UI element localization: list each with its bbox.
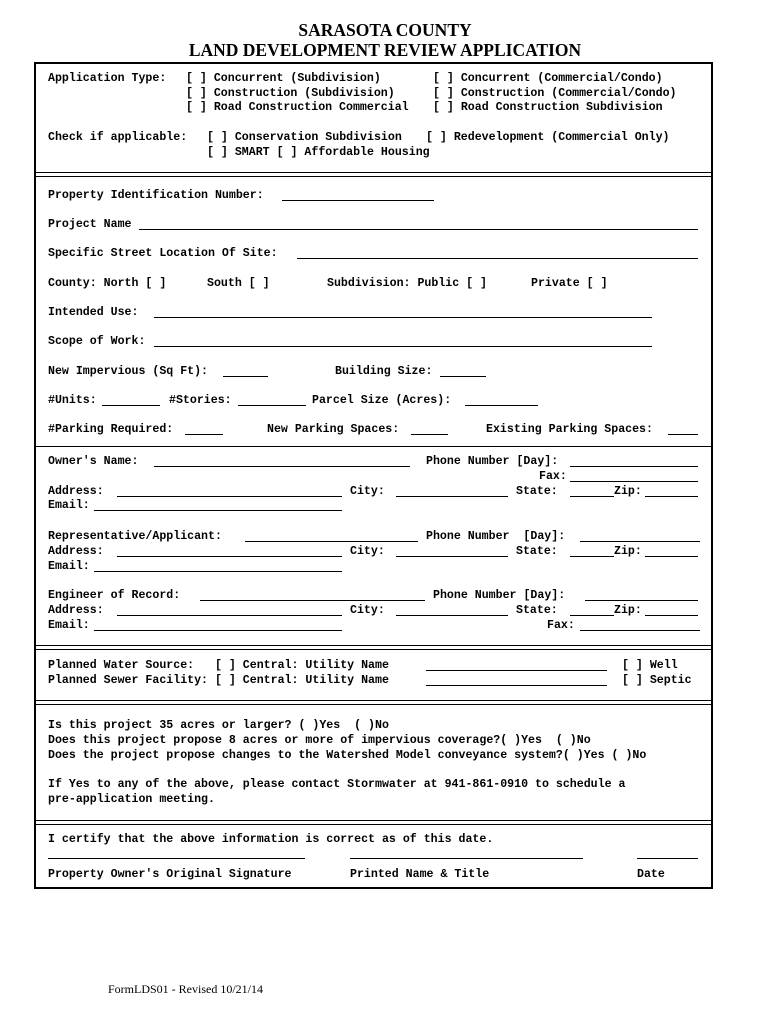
owner-state-field[interactable] (570, 496, 614, 497)
new-parking-field[interactable] (411, 434, 448, 435)
engineer-state-field[interactable] (570, 615, 614, 616)
stories-label: #Stories: (169, 394, 232, 407)
representative-state-field[interactable] (570, 556, 614, 557)
units-label: #Units: (48, 394, 97, 407)
engineer-email-label: Email: (48, 619, 90, 632)
printed-name-label: Printed Name & Title (350, 868, 490, 881)
question-impervious-coverage[interactable]: Does this project propose 8 acres or more of impervious coverage?( )Yes ( )No (48, 734, 591, 747)
engineer-zip-field[interactable] (645, 615, 698, 616)
scope-of-work-field[interactable] (154, 346, 652, 347)
signature-label: Property Owner's Original Signature (48, 868, 292, 881)
existing-parking-field[interactable] (668, 434, 698, 435)
engineer-email-field[interactable] (94, 630, 342, 631)
project-name-label: Project Name (48, 218, 132, 231)
checkbox-road-construction-commercial[interactable]: [ ] Road Construction Commercial (186, 101, 409, 114)
form-title-county: SARASOTA COUNTY (298, 20, 472, 40)
printed-name-field[interactable] (350, 858, 583, 859)
representative-field[interactable] (245, 541, 418, 542)
checkbox-conservation-subdivision[interactable]: [ ] Conservation Subdivision (207, 131, 402, 144)
checkbox-road-construction-subdivision[interactable]: [ ] Road Construction Subdivision (433, 101, 663, 114)
engineer-field[interactable] (200, 600, 425, 601)
representative-zip-field[interactable] (645, 556, 698, 557)
representative-address-field[interactable] (117, 556, 342, 557)
county-north-checkbox[interactable]: County: North [ ] (48, 277, 167, 290)
engineer-address-label: Address: (48, 604, 104, 617)
date-label: Date (637, 868, 665, 881)
owner-city-label: City: (350, 485, 385, 498)
application-type-label: Application Type: (48, 72, 167, 85)
parking-required-label: #Parking Required: (48, 423, 174, 436)
intended-use-label: Intended Use: (48, 306, 139, 319)
representative-zip-label: Zip: (614, 545, 642, 558)
engineer-state-label: State: (516, 604, 558, 617)
subdivision-public-checkbox[interactable]: Subdivision: Public [ ] (327, 277, 488, 290)
building-size-label: Building Size: (335, 365, 433, 378)
owner-fax-label: Fax: (539, 470, 567, 483)
impervious-label: New Impervious (Sq Ft): (48, 365, 209, 378)
parcel-size-label: Parcel Size (Acres): (312, 394, 452, 407)
form-title: LAND DEVELOPMENT REVIEW APPLICATION (188, 40, 582, 60)
section-divider (36, 172, 711, 177)
checkbox-concurrent-subdivision[interactable]: [ ] Concurrent (Subdivision) (186, 72, 381, 85)
certification-statement: I certify that the above information is correct as of this date. (48, 833, 494, 846)
sewer-utility-field[interactable] (426, 685, 607, 686)
form-revision-footer: FormLDS01 - Revised 10/21/14 (108, 982, 263, 996)
stormwater-note-continued: pre-application meeting. (48, 793, 215, 806)
checkbox-redevelopment[interactable]: [ ] Redevelopment (Commercial Only) (426, 131, 670, 144)
owner-phone-label: Phone Number [Day]: (426, 455, 559, 468)
pin-field[interactable] (282, 200, 434, 201)
representative-email-field[interactable] (94, 571, 342, 572)
intended-use-field[interactable] (154, 317, 652, 318)
representative-city-field[interactable] (396, 556, 508, 557)
representative-city-label: City: (350, 545, 385, 558)
representative-email-label: Email: (48, 560, 90, 573)
water-utility-field[interactable] (426, 670, 607, 671)
parcel-size-field[interactable] (465, 405, 538, 406)
section-divider (36, 700, 711, 705)
owner-address-label: Address: (48, 485, 104, 498)
owner-state-label: State: (516, 485, 558, 498)
owner-address-field[interactable] (117, 496, 342, 497)
existing-parking-label: Existing Parking Spaces: (486, 423, 653, 436)
street-location-field[interactable] (297, 258, 698, 259)
checkbox-smart-affordable[interactable]: [ ] SMART [ ] Affordable Housing (207, 146, 430, 159)
parking-required-field[interactable] (185, 434, 223, 435)
engineer-label: Engineer of Record: (48, 589, 181, 602)
stormwater-note: If Yes to any of the above, please contact Stormwater at 941-861-0910 to schedule a (48, 778, 626, 791)
owner-name-field[interactable] (154, 466, 410, 467)
water-source-checkbox[interactable]: Planned Water Source: [ ] Central: Utility Name (48, 659, 389, 672)
pin-label: Property Identification Number: (48, 189, 264, 202)
section-divider (36, 645, 711, 650)
signature-field[interactable] (48, 858, 305, 859)
checkbox-concurrent-commercial[interactable]: [ ] Concurrent (Commercial/Condo) (433, 72, 663, 85)
new-parking-label: New Parking Spaces: (267, 423, 400, 436)
representative-state-label: State: (516, 545, 558, 558)
engineer-city-field[interactable] (396, 615, 508, 616)
stories-field[interactable] (238, 405, 306, 406)
checkbox-construction-commercial[interactable]: [ ] Construction (Commercial/Condo) (433, 87, 677, 100)
engineer-phone-field[interactable] (585, 600, 698, 601)
engineer-fax-field[interactable] (580, 630, 700, 631)
owner-fax-field[interactable] (570, 481, 698, 482)
units-field[interactable] (102, 405, 160, 406)
owner-name-label: Owner's Name: (48, 455, 139, 468)
engineer-address-field[interactable] (117, 615, 342, 616)
form-frame (34, 62, 713, 889)
subdivision-private-checkbox[interactable]: Private [ ] (531, 277, 608, 290)
well-checkbox[interactable]: [ ] Well (622, 659, 678, 672)
sewer-facility-checkbox[interactable]: Planned Sewer Facility: [ ] Central: Utility Name (48, 674, 389, 687)
owner-email-field[interactable] (94, 510, 342, 511)
representative-label: Representative/Applicant: (48, 530, 222, 543)
owner-phone-field[interactable] (570, 466, 698, 467)
question-watershed-model[interactable]: Does the project propose changes to the Watershed Model conveyance system?( )Yes ( )No (48, 749, 647, 762)
impervious-field[interactable] (223, 376, 268, 377)
checkbox-construction-subdivision[interactable]: [ ] Construction (Subdivision) (186, 87, 395, 100)
representative-phone-field[interactable] (580, 541, 700, 542)
street-location-label: Specific Street Location Of Site: (48, 247, 278, 260)
owner-city-field[interactable] (396, 496, 508, 497)
date-field[interactable] (637, 858, 698, 859)
section-divider (36, 820, 711, 825)
engineer-zip-label: Zip: (614, 604, 642, 617)
county-south-checkbox[interactable]: South [ ] (207, 277, 270, 290)
owner-email-label: Email: (48, 499, 90, 512)
question-35-acres[interactable]: Is this project 35 acres or larger? ( )Yes ( )No (48, 719, 389, 732)
engineer-phone-label: Phone Number [Day]: (433, 589, 566, 602)
project-name-field[interactable] (139, 229, 698, 230)
engineer-fax-label: Fax: (547, 619, 575, 632)
owner-zip-field[interactable] (645, 496, 698, 497)
septic-checkbox[interactable]: [ ] Septic (622, 674, 692, 687)
section-divider (36, 446, 711, 447)
owner-zip-label: Zip: (614, 485, 642, 498)
representative-address-label: Address: (48, 545, 104, 558)
representative-phone-label: Phone Number [Day]: (426, 530, 566, 543)
check-applicable-label: Check if applicable: (48, 131, 188, 144)
building-size-field[interactable] (440, 376, 486, 377)
scope-of-work-label: Scope of Work: (48, 335, 146, 348)
engineer-city-label: City: (350, 604, 385, 617)
